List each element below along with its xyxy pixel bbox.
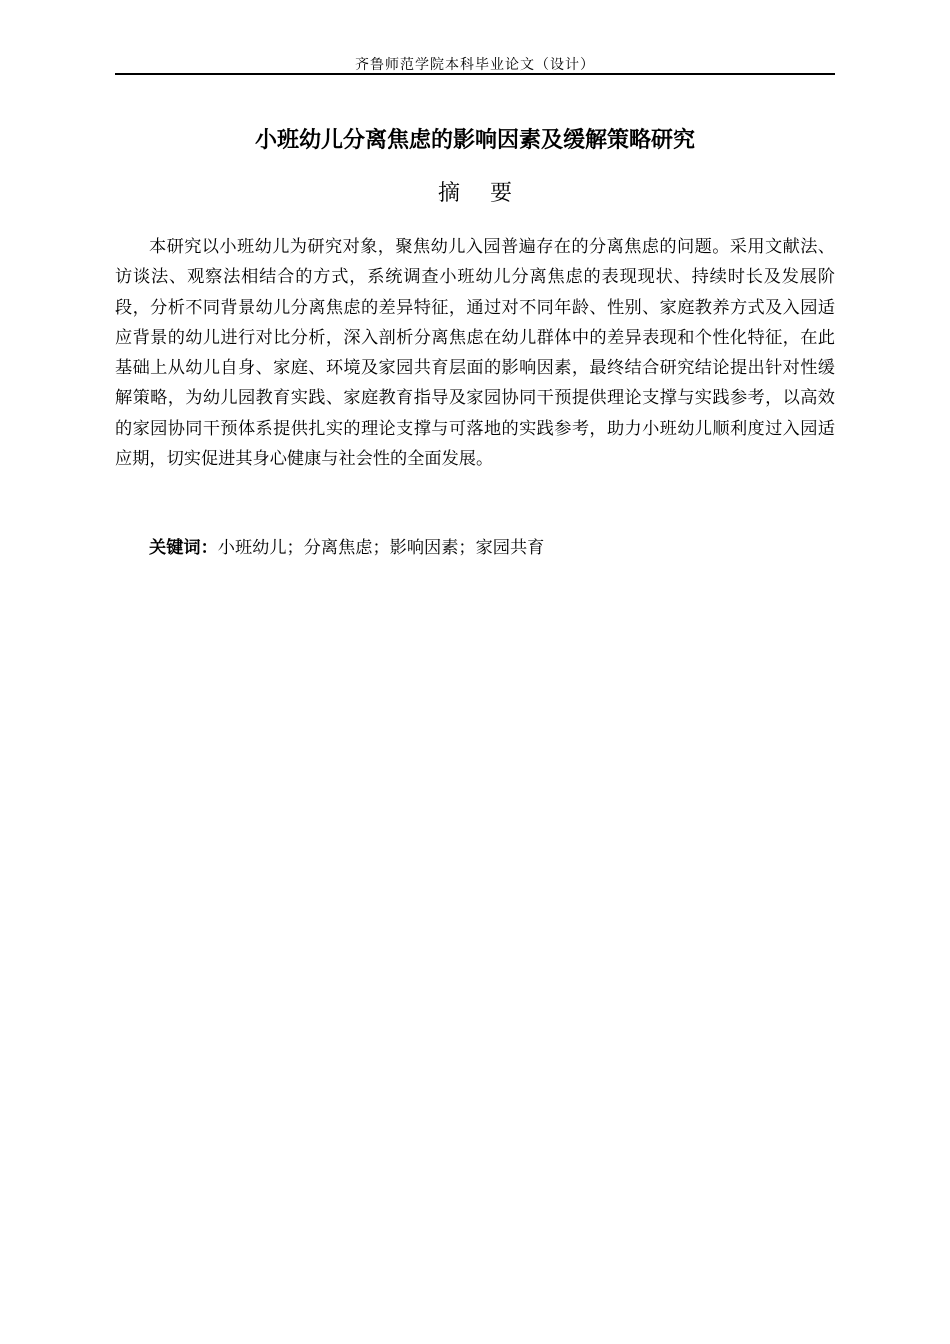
abstract-heading: 摘要 [437, 181, 542, 206]
header-rule [115, 73, 835, 75]
abstract-paragraph: 本研究以小班幼儿为研究对象，聚焦幼儿入园普遍存在的分离焦虑的问题。采用文献法、访谈法、观察法相结合的方式，系统调查小班幼儿分离焦虑的表现现状、持续时长及发展阶段，分析不同背景幼儿分离焦虑的差异特征，通过对不同年龄、性别、家庭教养方式及入园适应背景的幼儿进行对比分析，深入剖析分离焦虑在幼儿群体中的差异表现和个性化特征，在此基础上从幼儿自身、家庭、环境及家园共育层面的影响因素，最终结合研究结论提出针对性缓解策略，为幼儿园教育实践、家庭教育指导及家园协同干预提供理论支撑与实践参考，以高效的家园协同干预体系提供扎实的理论支撑与可落地的实践参考，助力小班幼儿顺利度过入园适应期，切实促进其身心健康与社会性的全面发展。 [115, 237, 835, 470]
keywords-label: 关键词： [149, 538, 218, 558]
keywords-line [149, 533, 835, 563]
running-header: 齐鲁师范学院本科毕业论文（设计） [355, 57, 595, 73]
keywords-text: 小班幼儿；分离焦虑；影响因素；家园共育 [217, 538, 545, 558]
thesis-title: 小班幼儿分离焦虑的影响因素及缓解策略研究 [254, 128, 695, 153]
